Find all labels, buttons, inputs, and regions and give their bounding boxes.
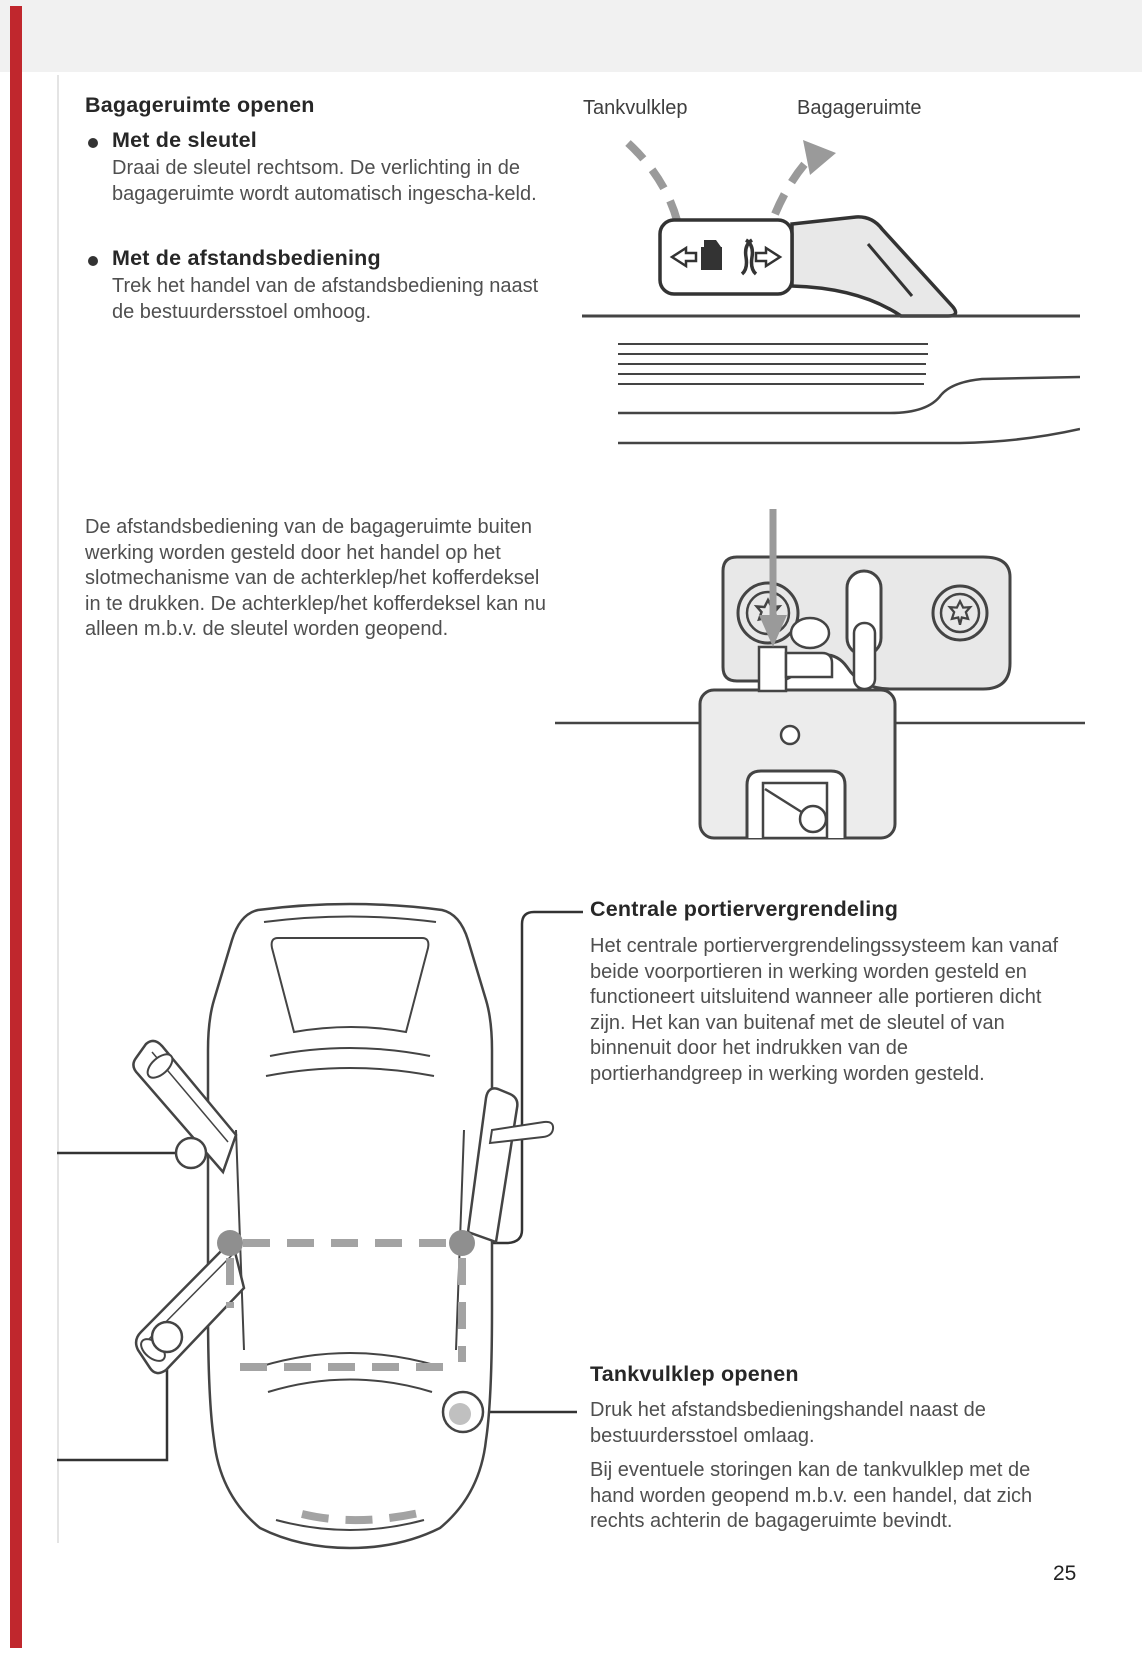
lock-point-right bbox=[449, 1230, 475, 1256]
bullet-icon bbox=[88, 256, 98, 266]
page-number: 25 bbox=[1053, 1562, 1077, 1585]
arrow-to-fuel-icon bbox=[628, 143, 679, 228]
floor-line bbox=[618, 377, 1080, 413]
plate-cutout bbox=[791, 618, 829, 648]
lever-icon-panel[interactable] bbox=[660, 220, 792, 294]
section-heading-fuel-flap: Tankvulklep openen bbox=[590, 1362, 799, 1386]
release-lever bbox=[786, 653, 832, 677]
trunk-lock-figure bbox=[555, 505, 1085, 845]
paragraph-fuel-flap-2: Bij eventuele storingen kan de tankvulklep met de hand worden geopend m.b.v. een handel, dat zich rechts achterin de bagageruimte bevindt. bbox=[590, 1459, 1033, 1532]
figure-label-tankvulklep: Tankvulklep bbox=[583, 97, 688, 119]
lever-figure bbox=[560, 128, 1080, 463]
bullet-icon bbox=[88, 138, 98, 148]
page-edge-red-bar bbox=[10, 6, 22, 1648]
latch-roller bbox=[800, 806, 826, 832]
bullet-body-sleutel: Draai de sleutel rechtsom. De verlichting in de bagageruimte wordt automatisch ingescha-keld. bbox=[112, 157, 537, 205]
page-top-strip bbox=[0, 0, 1142, 72]
bullet-title-sleutel: Met de sleutel bbox=[112, 128, 257, 152]
section-heading-bagageruimte: Bagageruimte openen bbox=[85, 93, 315, 117]
lock-point-left bbox=[217, 1230, 243, 1256]
car-topview-figure bbox=[40, 880, 585, 1580]
release-handle[interactable] bbox=[792, 217, 956, 316]
car-body bbox=[208, 904, 492, 1548]
striker-pin-lower bbox=[854, 623, 875, 689]
fuel-flap-inner bbox=[449, 1403, 471, 1425]
bullet-body-afstandsbediening: Trek het handel van de afstandsbediening naast de bestuurdersstoel omhoog. bbox=[112, 275, 539, 323]
door-lock-marker bbox=[176, 1138, 206, 1168]
paragraph-central-locking: Het centrale portiervergrendelingssysteem kan vanaf beide voorportieren in werking worden gesteld en functioneert uitsluitend wanneer alle portieren dicht zijn. Het kan van buitenaf met de sleutel of van binnenuit door het indrukken van de portierhandgreep in werking worden gesteld. bbox=[590, 935, 1059, 1085]
fuel-pump-icon bbox=[701, 247, 722, 270]
section-heading-central-locking: Centrale portiervergrendeling bbox=[590, 897, 899, 921]
release-tab[interactable] bbox=[759, 647, 786, 691]
paragraph-remote-release: De afstandsbediening van de bagageruimte buiten werking worden gesteld door het handel op het slotmechanisme van de achterklep/het kofferdeksel in te drukken. De achterklep/het kofferdeksel kan nu alleen m.b.v. de sleutel worden geopend. bbox=[85, 516, 547, 640]
figure-label-bagageruimte: Bagageruimte bbox=[797, 97, 922, 119]
door-lock-marker bbox=[152, 1322, 182, 1352]
bullet-title-afstandsbediening: Met de afstandsbediening bbox=[112, 246, 381, 270]
paragraph-fuel-flap-1: Druk het afstandsbedieningshandel naast de bestuurdersstoel omlaag. bbox=[590, 1399, 986, 1447]
lock-body-hole bbox=[781, 726, 799, 744]
arrow-head-up-icon bbox=[803, 140, 836, 175]
torx-screw-icon bbox=[933, 586, 987, 640]
floor-line bbox=[618, 429, 1080, 443]
